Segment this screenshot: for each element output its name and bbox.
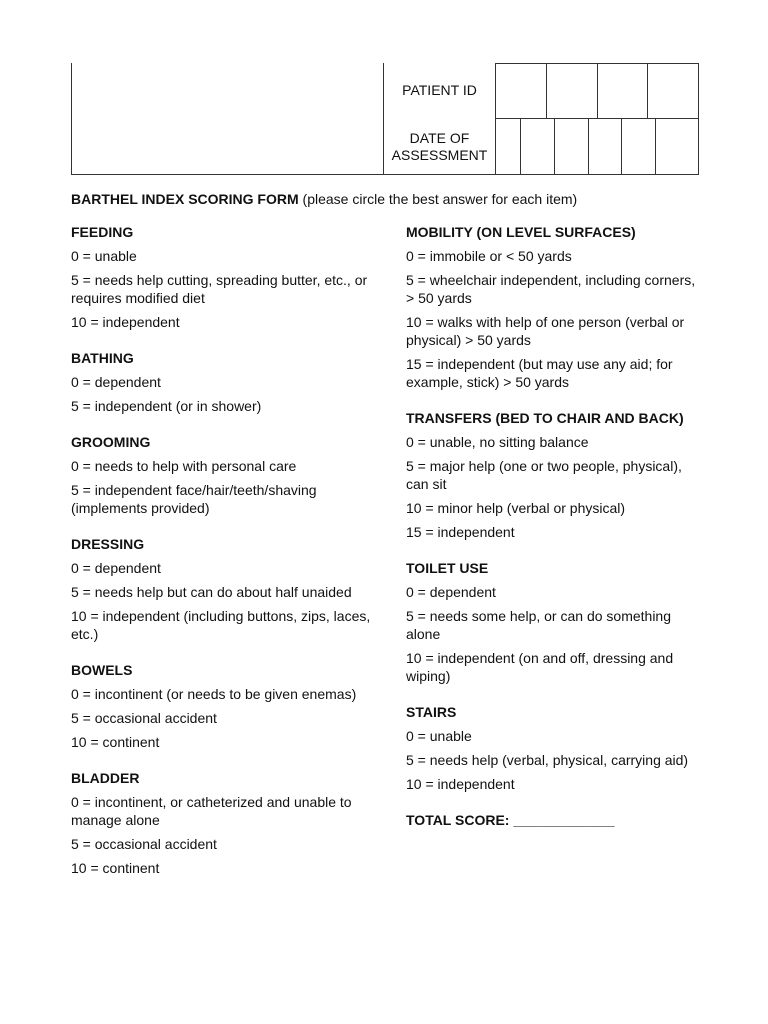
date-box[interactable] <box>495 119 520 174</box>
score-option[interactable]: 10 = continent <box>71 734 160 750</box>
score-option[interactable]: 5 = independent (or in shower) <box>71 398 262 414</box>
section-heading: BATHING <box>71 350 134 366</box>
section-heading: FEEDING <box>71 224 134 240</box>
patient-id-box[interactable] <box>597 64 648 118</box>
date-of-assessment-label: DATE OF ASSESSMENT <box>391 130 488 163</box>
section-dressing <box>71 535 371 643</box>
section-heading: MOBILITY (ON LEVEL SURFACES) <box>406 224 636 240</box>
date-box[interactable] <box>621 119 655 174</box>
score-option[interactable]: 15 = independent <box>406 524 515 540</box>
score-option[interactable]: 0 = unable <box>406 728 472 744</box>
score-option[interactable]: 0 = immobile or < 50 yards <box>406 248 572 264</box>
score-option[interactable]: 10 = independent <box>71 314 180 330</box>
section-mobility-on-level-surfaces <box>406 223 702 391</box>
score-option[interactable]: 5 = wheelchair independent, including corners, > 50 yards <box>406 272 696 306</box>
score-option[interactable]: 5 = occasional accident <box>71 836 217 852</box>
score-option[interactable]: 5 = needs help cutting, spreading butter, etc., or requires modified diet <box>71 272 368 306</box>
score-option[interactable]: 5 = independent face/hair/teeth/shaving (implements provided) <box>71 482 317 516</box>
score-option[interactable]: 10 = independent (including buttons, zips, laces, etc.) <box>71 608 371 642</box>
score-option[interactable]: 10 = independent (on and off, dressing and wiping) <box>406 650 674 684</box>
section-heading: GROOMING <box>71 434 151 450</box>
score-option[interactable]: 0 = dependent <box>406 584 496 600</box>
patient-id-box[interactable] <box>495 64 546 118</box>
score-option[interactable]: 10 = minor help (verbal or physical) <box>406 500 626 516</box>
date-box[interactable] <box>588 119 622 174</box>
patient-id-box[interactable] <box>647 64 698 118</box>
date-box[interactable] <box>520 119 554 174</box>
score-option[interactable]: 0 = unable, no sitting balance <box>406 434 589 450</box>
score-option[interactable]: 0 = needs to help with personal care <box>71 458 297 474</box>
score-option[interactable]: 10 = walks with help of one person (verbal or physical) > 50 yards <box>406 314 685 348</box>
score-option[interactable]: 5 = occasional accident <box>71 710 217 726</box>
section-heading: BLADDER <box>71 770 140 786</box>
score-option[interactable]: 15 = independent (but may use any aid; for example, stick) > 50 yards <box>406 356 673 390</box>
patient-id-boxes <box>495 63 698 119</box>
header-box <box>71 63 699 175</box>
score-option[interactable]: 0 = incontinent (or needs to be given enemas) <box>71 686 357 702</box>
score-option[interactable]: 5 = major help (one or two people, physical), can sit <box>406 458 682 492</box>
score-option[interactable]: 0 = incontinent, or catheterized and unable to manage alone <box>71 794 352 828</box>
form-title <box>71 190 577 208</box>
patient-id-label: PATIENT ID <box>402 82 477 98</box>
form-title-text: BARTHEL INDEX SCORING FORM <box>71 191 299 207</box>
form-instruction: (please circle the best answer for each item) <box>302 191 578 207</box>
section-heading: TOILET USE <box>406 560 489 576</box>
date-box[interactable] <box>655 119 689 174</box>
score-option[interactable]: 5 = needs some help, or can do something alone <box>406 608 672 642</box>
score-option[interactable]: 0 = dependent <box>71 374 161 390</box>
section-heading: BOWELS <box>71 662 133 678</box>
section-bowels <box>71 661 371 751</box>
section-transfers-bed-to-chair-and-back <box>406 409 702 541</box>
score-option[interactable]: 10 = independent <box>406 776 515 792</box>
section-grooming <box>71 433 371 517</box>
patient-id-box[interactable] <box>546 64 597 118</box>
total-score: TOTAL SCORE: _____________ <box>406 812 615 828</box>
section-stairs <box>406 703 702 793</box>
section-heading: STAIRS <box>406 704 457 720</box>
score-option[interactable]: 5 = needs help but can do about half unaided <box>71 584 352 600</box>
left-column <box>71 223 371 895</box>
section-heading: TRANSFERS (BED TO CHAIR AND BACK) <box>406 410 684 426</box>
score-option[interactable]: 10 = continent <box>71 860 160 876</box>
score-option[interactable]: 5 = needs help (verbal, physical, carrying aid) <box>406 752 689 768</box>
score-option[interactable]: 0 = unable <box>71 248 137 264</box>
section-bathing <box>71 349 371 415</box>
right-column <box>406 223 702 829</box>
assessment-date-boxes <box>495 119 698 174</box>
date-box[interactable] <box>554 119 588 174</box>
section-toilet-use <box>406 559 702 685</box>
section-heading: DRESSING <box>71 536 145 552</box>
score-option[interactable]: 0 = dependent <box>71 560 161 576</box>
section-feeding <box>71 223 371 331</box>
section-bladder <box>71 769 371 877</box>
